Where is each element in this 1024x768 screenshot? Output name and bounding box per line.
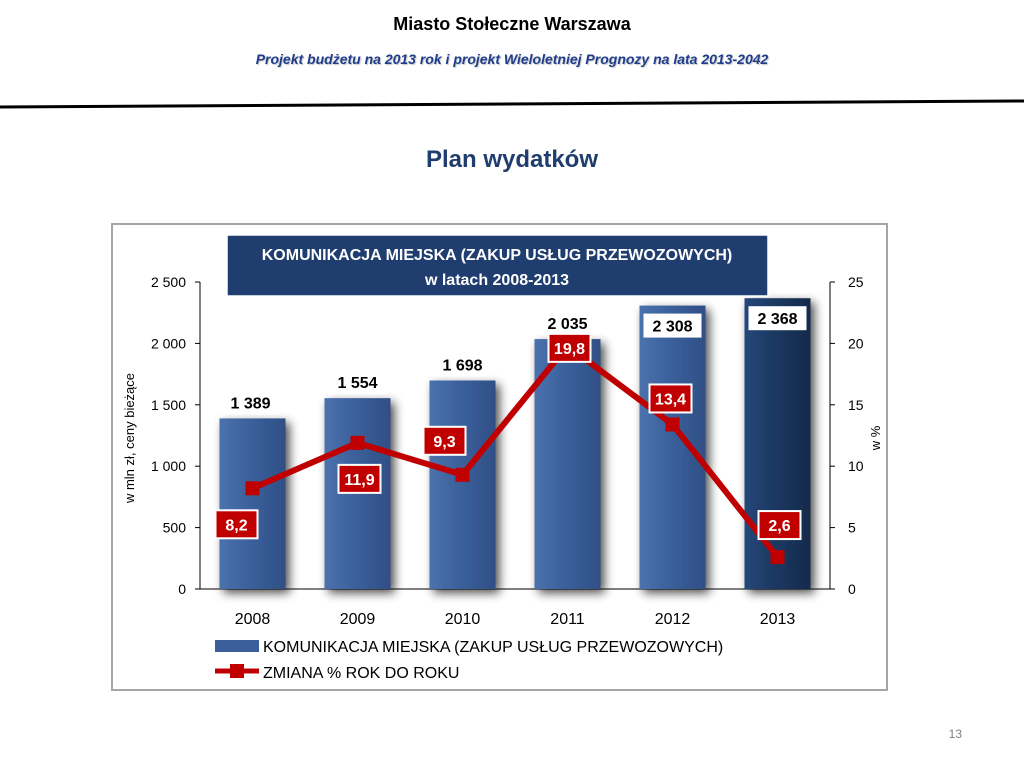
x-tick-label: 2009	[339, 611, 376, 628]
line-value-label: 13,4	[654, 391, 687, 409]
line-value-label: 11,9	[344, 471, 375, 489]
x-tick-label: 2011	[550, 611, 585, 628]
y-tick-label: 2 500	[150, 274, 186, 290]
y2-axis-label: w %	[868, 425, 883, 451]
header-title: Miasto Stołeczne Warszawa	[393, 14, 631, 34]
page-heading: Plan wydatków	[425, 146, 599, 173]
bar-value-label: 1 554	[337, 375, 378, 393]
line-marker-2008	[246, 481, 260, 495]
x-tick-label: 2013	[759, 611, 796, 628]
y2-tick-label: 25	[848, 274, 864, 290]
legend-label-bars: KOMUNIKACJA MIEJSKA (ZAKUP USŁUG PRZEWOZOWYCH)	[263, 639, 724, 656]
chart-title-line1: KOMUNIKACJA MIEJSKA (ZAKUP USŁUG PRZEWOZOWYCH)	[261, 247, 733, 264]
legend-marker-swatch	[230, 664, 244, 678]
line-marker-2013	[771, 550, 785, 564]
legend-label-line: ZMIANA % ROK DO ROKU	[263, 665, 460, 682]
bar-value-label: 1 389	[230, 395, 271, 413]
chart-title-line2: w latach 2008-2013	[424, 272, 570, 289]
bar-2013	[745, 298, 811, 589]
bar-value-label: 1 698	[442, 357, 483, 375]
y2-tick-label: 15	[848, 396, 864, 413]
line-marker-2010	[456, 468, 470, 482]
line-value-label: 8,2	[225, 517, 248, 535]
bar-2008	[220, 418, 286, 589]
y2-tick-label: 10	[848, 458, 864, 475]
line-marker-2009	[351, 436, 365, 450]
bar-value-label: 2 368	[757, 311, 798, 329]
x-tick-label: 2010	[444, 611, 481, 628]
y-tick-label: 0	[178, 581, 186, 597]
y-tick-label: 2 000	[150, 335, 186, 352]
bar-value-label: 2 035	[547, 316, 588, 334]
bar-2012	[640, 306, 706, 589]
y-tick-label: 1 500	[150, 396, 186, 413]
y-tick-label: 500	[162, 519, 186, 536]
line-value-label: 2,6	[768, 518, 791, 536]
line-value-label: 9,3	[433, 433, 456, 451]
header-subtitle: Projekt budżetu na 2013 rok i projekt Wieloletniej Prognozy na lata 2013-2042	[255, 51, 769, 67]
x-tick-label: 2008	[234, 611, 271, 628]
legend-swatch-bars	[215, 640, 259, 652]
y2-tick-label: 20	[848, 335, 864, 352]
y-tick-label: 1 000	[150, 458, 186, 475]
bar-2010	[430, 380, 496, 589]
page-number: 13	[948, 727, 962, 741]
bar-value-label: 2 308	[652, 318, 693, 336]
y-axis-label: w mln zł, ceny bieżące	[122, 372, 137, 504]
y2-tick-label: 0	[848, 581, 856, 597]
y2-tick-label: 5	[848, 519, 856, 536]
line-marker-2012	[666, 417, 680, 431]
x-tick-label: 2012	[654, 611, 691, 628]
line-value-label: 19,8	[553, 340, 586, 358]
